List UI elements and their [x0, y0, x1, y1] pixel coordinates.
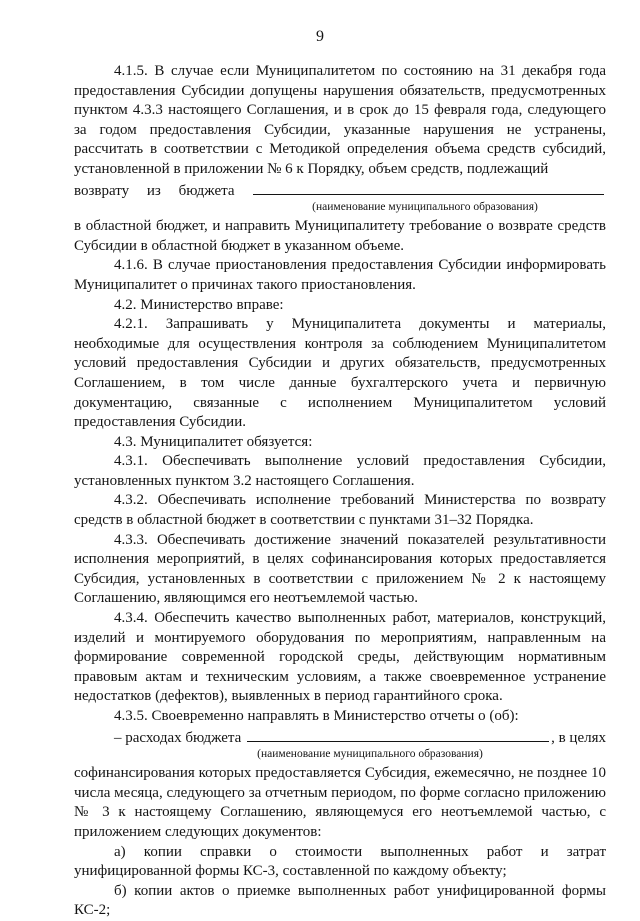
item-a: а) копии справки о стоимости выполненных работ и затрат унифицированной формы КС-3, составленной по каждому объекту; — [74, 843, 606, 880]
paragraph-4-1-5: 4.1.5. В случае если Муниципалитетом по состоянию на 31 декабря года предоставления Субсидии допущены нарушения обязательств, предусмотренных пунктом 4.3.3 настоящего Соглашения, и в срок до 15 февраля года, следующего за годом предоставления Субсидии, указанные нарушения не устранены, рассчитать в соответствии с Методикой определения объема средств субсидий, установленной в приложении № 6 к Порядку, объем средств, подлежащий — [74, 63, 606, 177]
expenses-line — [74, 727, 606, 749]
return-prefix: возврату из бюджета — [74, 182, 235, 199]
paragraph-4-2: 4.2. Министерство вправе: — [114, 296, 284, 313]
document-body — [74, 62, 606, 921]
blank-caption-1: (наименование муниципального образования) — [312, 201, 538, 214]
item-b: б) копии актов о приемке выполненных работ унифицированной формы КС-2; — [74, 882, 606, 919]
blank-caption-2: (наименование муниципального образования) — [257, 748, 483, 761]
expenses-prefix: – расходах бюджета — [114, 729, 242, 746]
paragraph-4-3-1: 4.3.1. Обеспечивать выполнение условий предоставления Субсидии, установленных пунктом 3.2 настоящего Соглашения. — [74, 453, 606, 489]
paragraph-4-3-5: 4.3.5. Своевременно направлять в Министерство отчеты о (об): — [114, 708, 519, 724]
paragraph-4-3-4: 4.3.4. Обеспечить качество выполненных работ, материалов, конструкций, изделий и монтируемого оборудования по мероприятиям, направленным на формирование современной городской среды, действующим нормативным правовым актам и техническим условиям, а также своевременное устранение недостатков (дефектов), выявленных в период гарантийного срока. — [74, 610, 606, 705]
municipality-blank-1[interactable] — [253, 180, 605, 195]
return-line — [74, 180, 606, 202]
page-number: 9 — [316, 28, 324, 45]
paragraph-4-1-5-tail: в областной бюджет, и направить Муниципалитету требование о возврате средств Субсидии в областной бюджет в указанном объеме. — [74, 218, 606, 254]
paragraph-4-3-3: 4.3.3. Обеспечивать достижение значений показателей результативности исполнения мероприятий, в целях софинансирования которых предоставляется Субсидия, установленных в соответствии с приложением № 2 к настоящему Соглашению, являющимся его неотъемлемой частью. — [74, 531, 606, 607]
paragraph-4-3-2: 4.3.2. Обеспечивать исполнение требований Министерства по возврату средств в областной бюджет в соответствии с пунктами 31–32 Порядка. — [74, 492, 606, 529]
paragraph-4-3: 4.3. Муниципалитет обязуется: — [114, 433, 313, 450]
expenses-suffix: , в целях — [551, 729, 606, 746]
municipality-blank-2[interactable] — [247, 727, 549, 742]
paragraph-4-2-1: 4.2.1. Запрашивать у Муниципалитета документы и материалы, необходимые для осуществления контроля за соблюдением Муниципалитетом условий предоставления Субсидии и других обязательств, предусмотренных Соглашением, в том числе данные бухгалтерского учета и первичную документацию, связанные с исполнением Муниципалитетом условий предоставления Субсидии. — [74, 316, 606, 431]
paragraph-4-1-6: 4.1.6. В случае приостановления предоставления Субсидии информировать Муниципалитет о причинах такого приостановления. — [74, 257, 606, 293]
paragraph-4-3-5-tail: софинансирования которых предоставляется Субсидия, ежемесячно, не позднее 10 числа месяца, следующего за отчетным периодом, по форме согласно приложению № 3 к настоящему Соглашению, являющемуся его неотъемлемой частью, с приложением следующих документов: — [74, 765, 606, 840]
